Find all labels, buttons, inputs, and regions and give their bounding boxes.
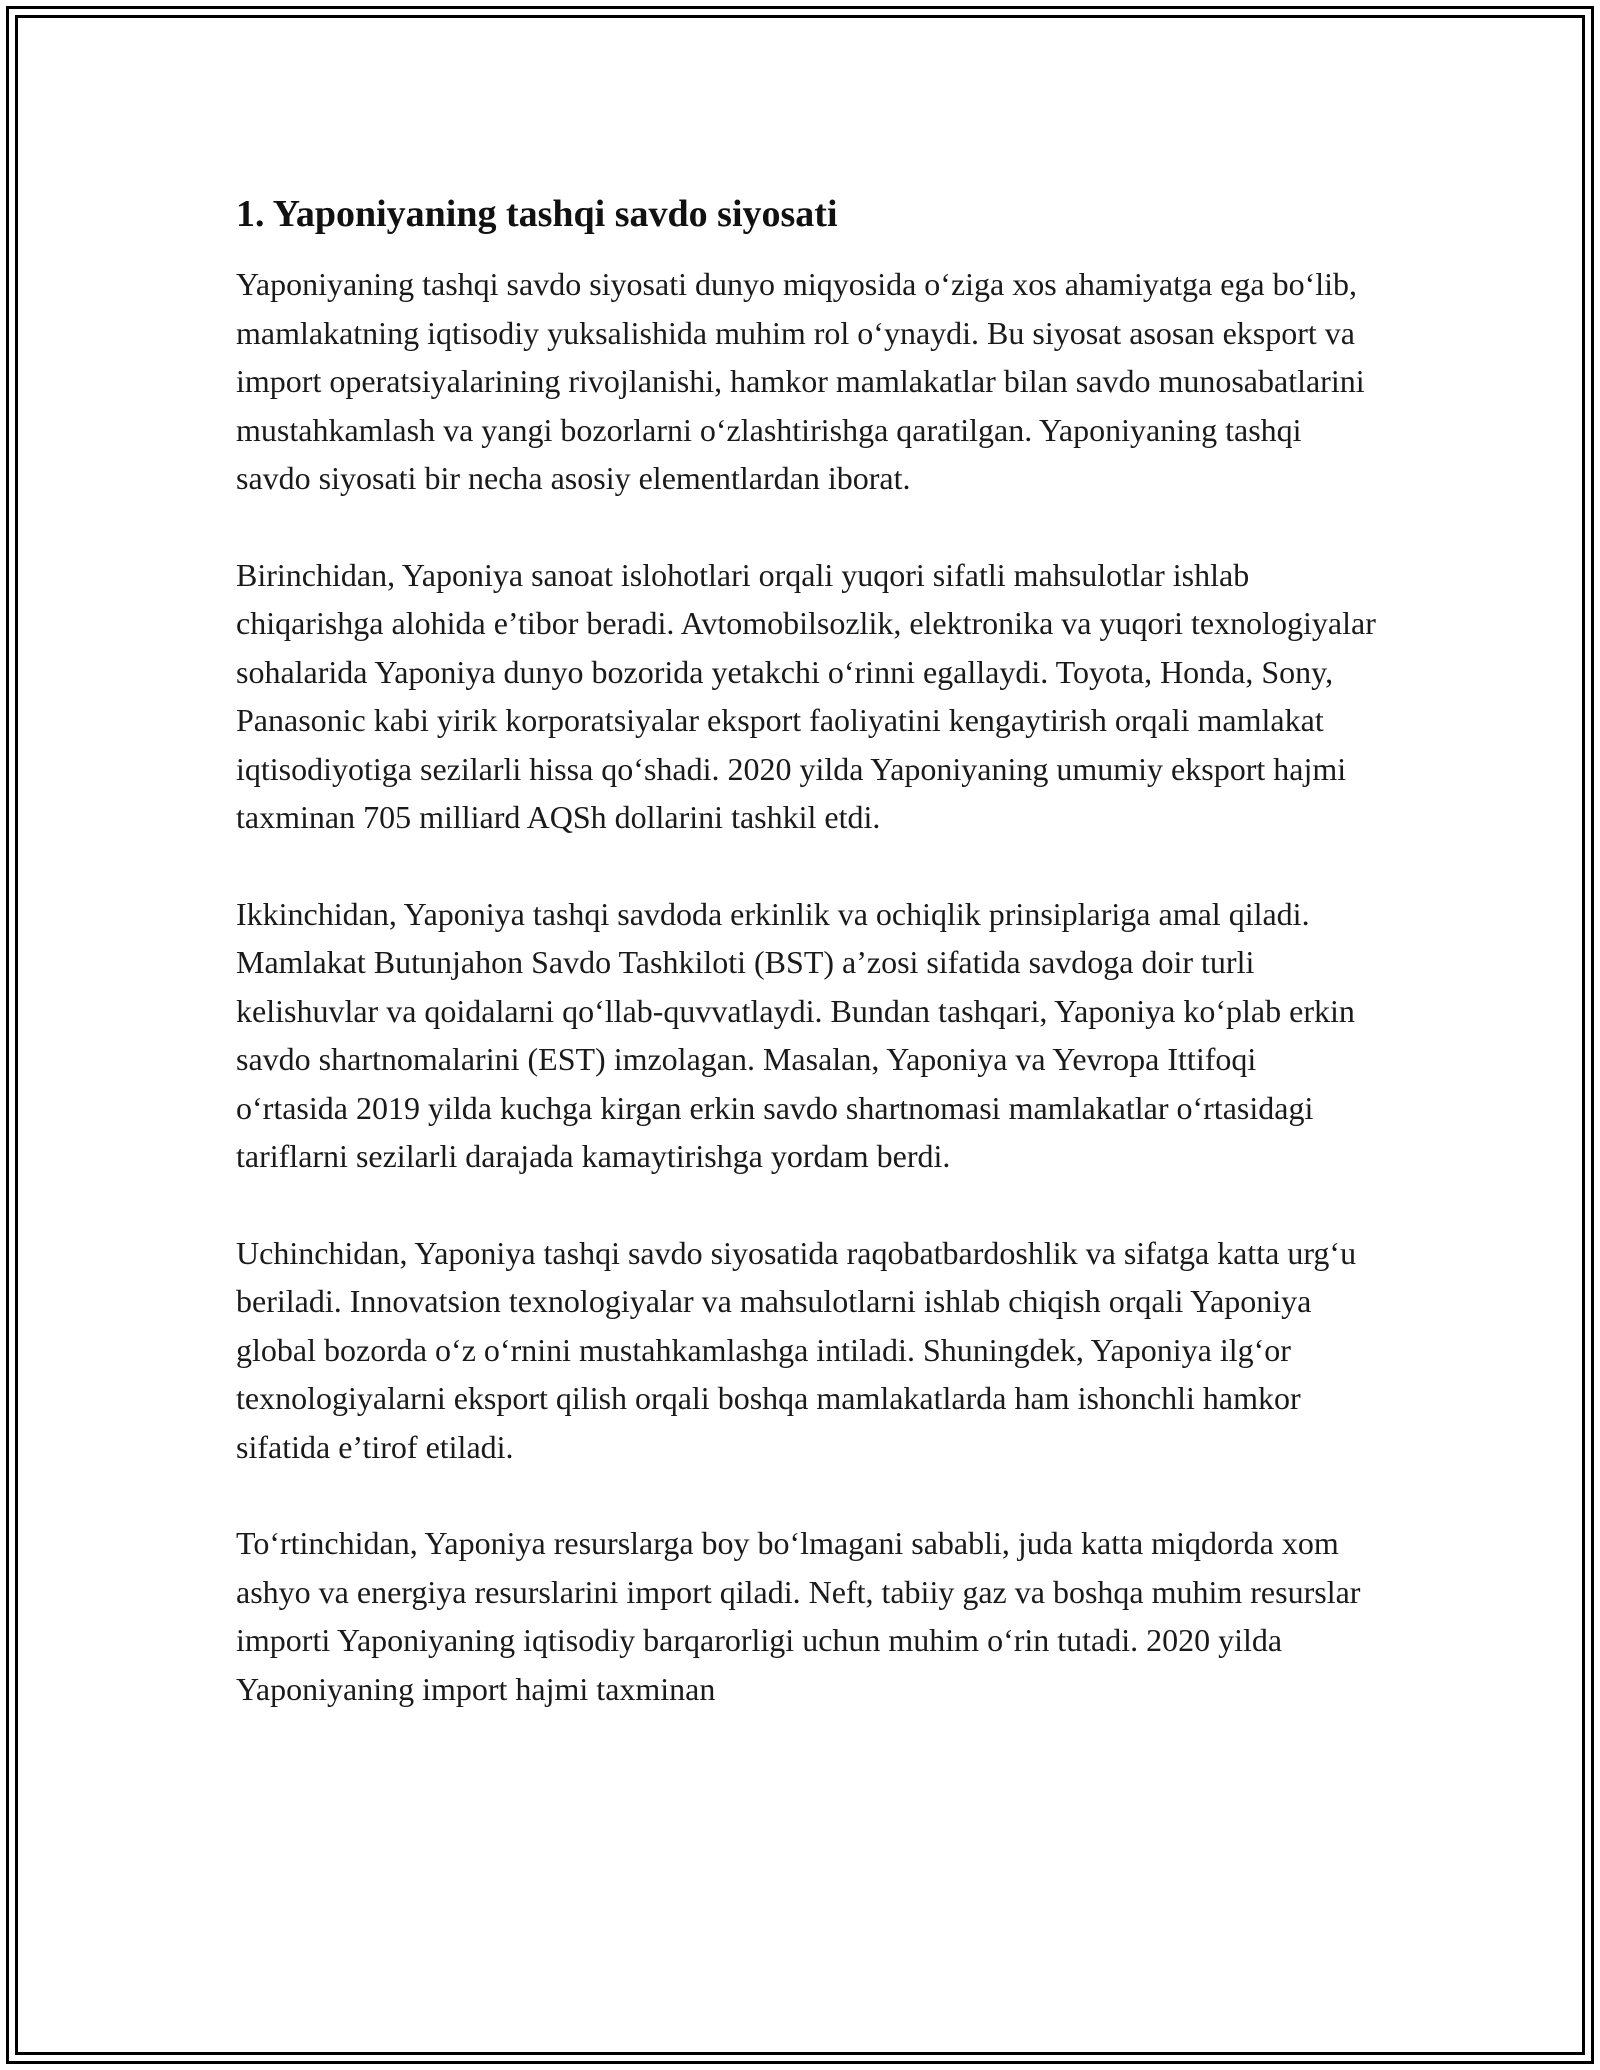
document-body <box>236 188 1376 1761</box>
paragraph-second-point: Ikkinchidan, Yaponiya tashqi savdoda erkinlik va ochiqlik prinsiplariga amal qiladi. Mamlakat Butunjahon Savdo Tashkiloti (BST) a’zosi sifatida savdoga doir turli kelishuvlar va qoidalarni qo‘llab-quvvatlaydi. Bundan tashqari, Yaponiya ko‘plab erkin savdo shartnomalarini (EST) imzolagan. Masalan, Yaponiya va Yevropa Ittifoqi o‘rtasida 2019 yilda kuchga kirgan erkin savdo shartnomasi mamlakatlar o‘rtasidagi tariflarni sezilarli darajada kamaytirishga yordam berdi. <box>236 895 1355 1174</box>
paragraph-third-point: Uchinchidan, Yaponiya tashqi savdo siyosatida raqobatbardoshlik va sifatga katta urg‘u beriladi. Innovatsion texnologiyalar va mahsulotlarni ishlab chiqish orqali Yaponiya global bozorda o‘z o‘rnini mustahkamlashga intiladi. Shuningdek, Yaponiya ilg‘or texnologiyalarni eksport qilish orqali boshqa mamlakatlarda ham ishonchli hamkor sifatida e’tirof etiladi. <box>236 1234 1357 1465</box>
paragraph-intro: Yaponiyaning tashqi savdo siyosati dunyo miqyosida o‘ziga xos ahamiyatga ega bo‘lib, mamlakatning iqtisodiy yuksalishida muhim rol o‘ynaydi. Bu siyosat asosan eksport va import operatsiyalarining rivojlanishi, hamkor mamlakatlar bilan savdo munosabatlarini mustahkamlash va yangi bozorlarni o‘zlashtirishga qaratilgan. Yaponiyaning tashqi savdo siyosati bir necha asosiy elementlardan iborat. <box>236 266 1365 496</box>
section-heading: 1. Yaponiyaning tashqi savdo siyosati <box>236 193 838 235</box>
paragraph-first-point: Birinchidan, Yaponiya sanoat islohotlari orqali yuqori sifatli mahsulotlar ishlab chiqarishga alohida e’tibor beradi. Avtomobilsozlik, elektronika va yuqori texnologiyalar sohalarida Yaponiya dunyo bozorida yetakchi o‘rinni egallaydi. Toyota, Honda, Sony, Panasonic kabi yirik korporatsiyalar eksport faoliyatini kengaytirish orqali mamlakat iqtisodiyotiga sezilarli hissa qo‘shadi. 2020 yilda Yaponiyaning umumiy eksport hajmi taxminan 705 milliard AQSh dollarini tashkil etdi. <box>236 556 1376 835</box>
paragraph-fourth-point: To‘rtinchidan, Yaponiya resurslarga boy bo‘lmagani sababli, juda katta miqdorda xom ashyo va energiya resurslarini import qiladi. Neft, tabiiy gaz va boshqa muhim resurslar importi Yaponiyaning iqtisodiy barqarorligi uchun muhim o‘rin tutadi. 2020 yilda Yaponiyaning import hajmi taxminan <box>236 1525 1361 1707</box>
